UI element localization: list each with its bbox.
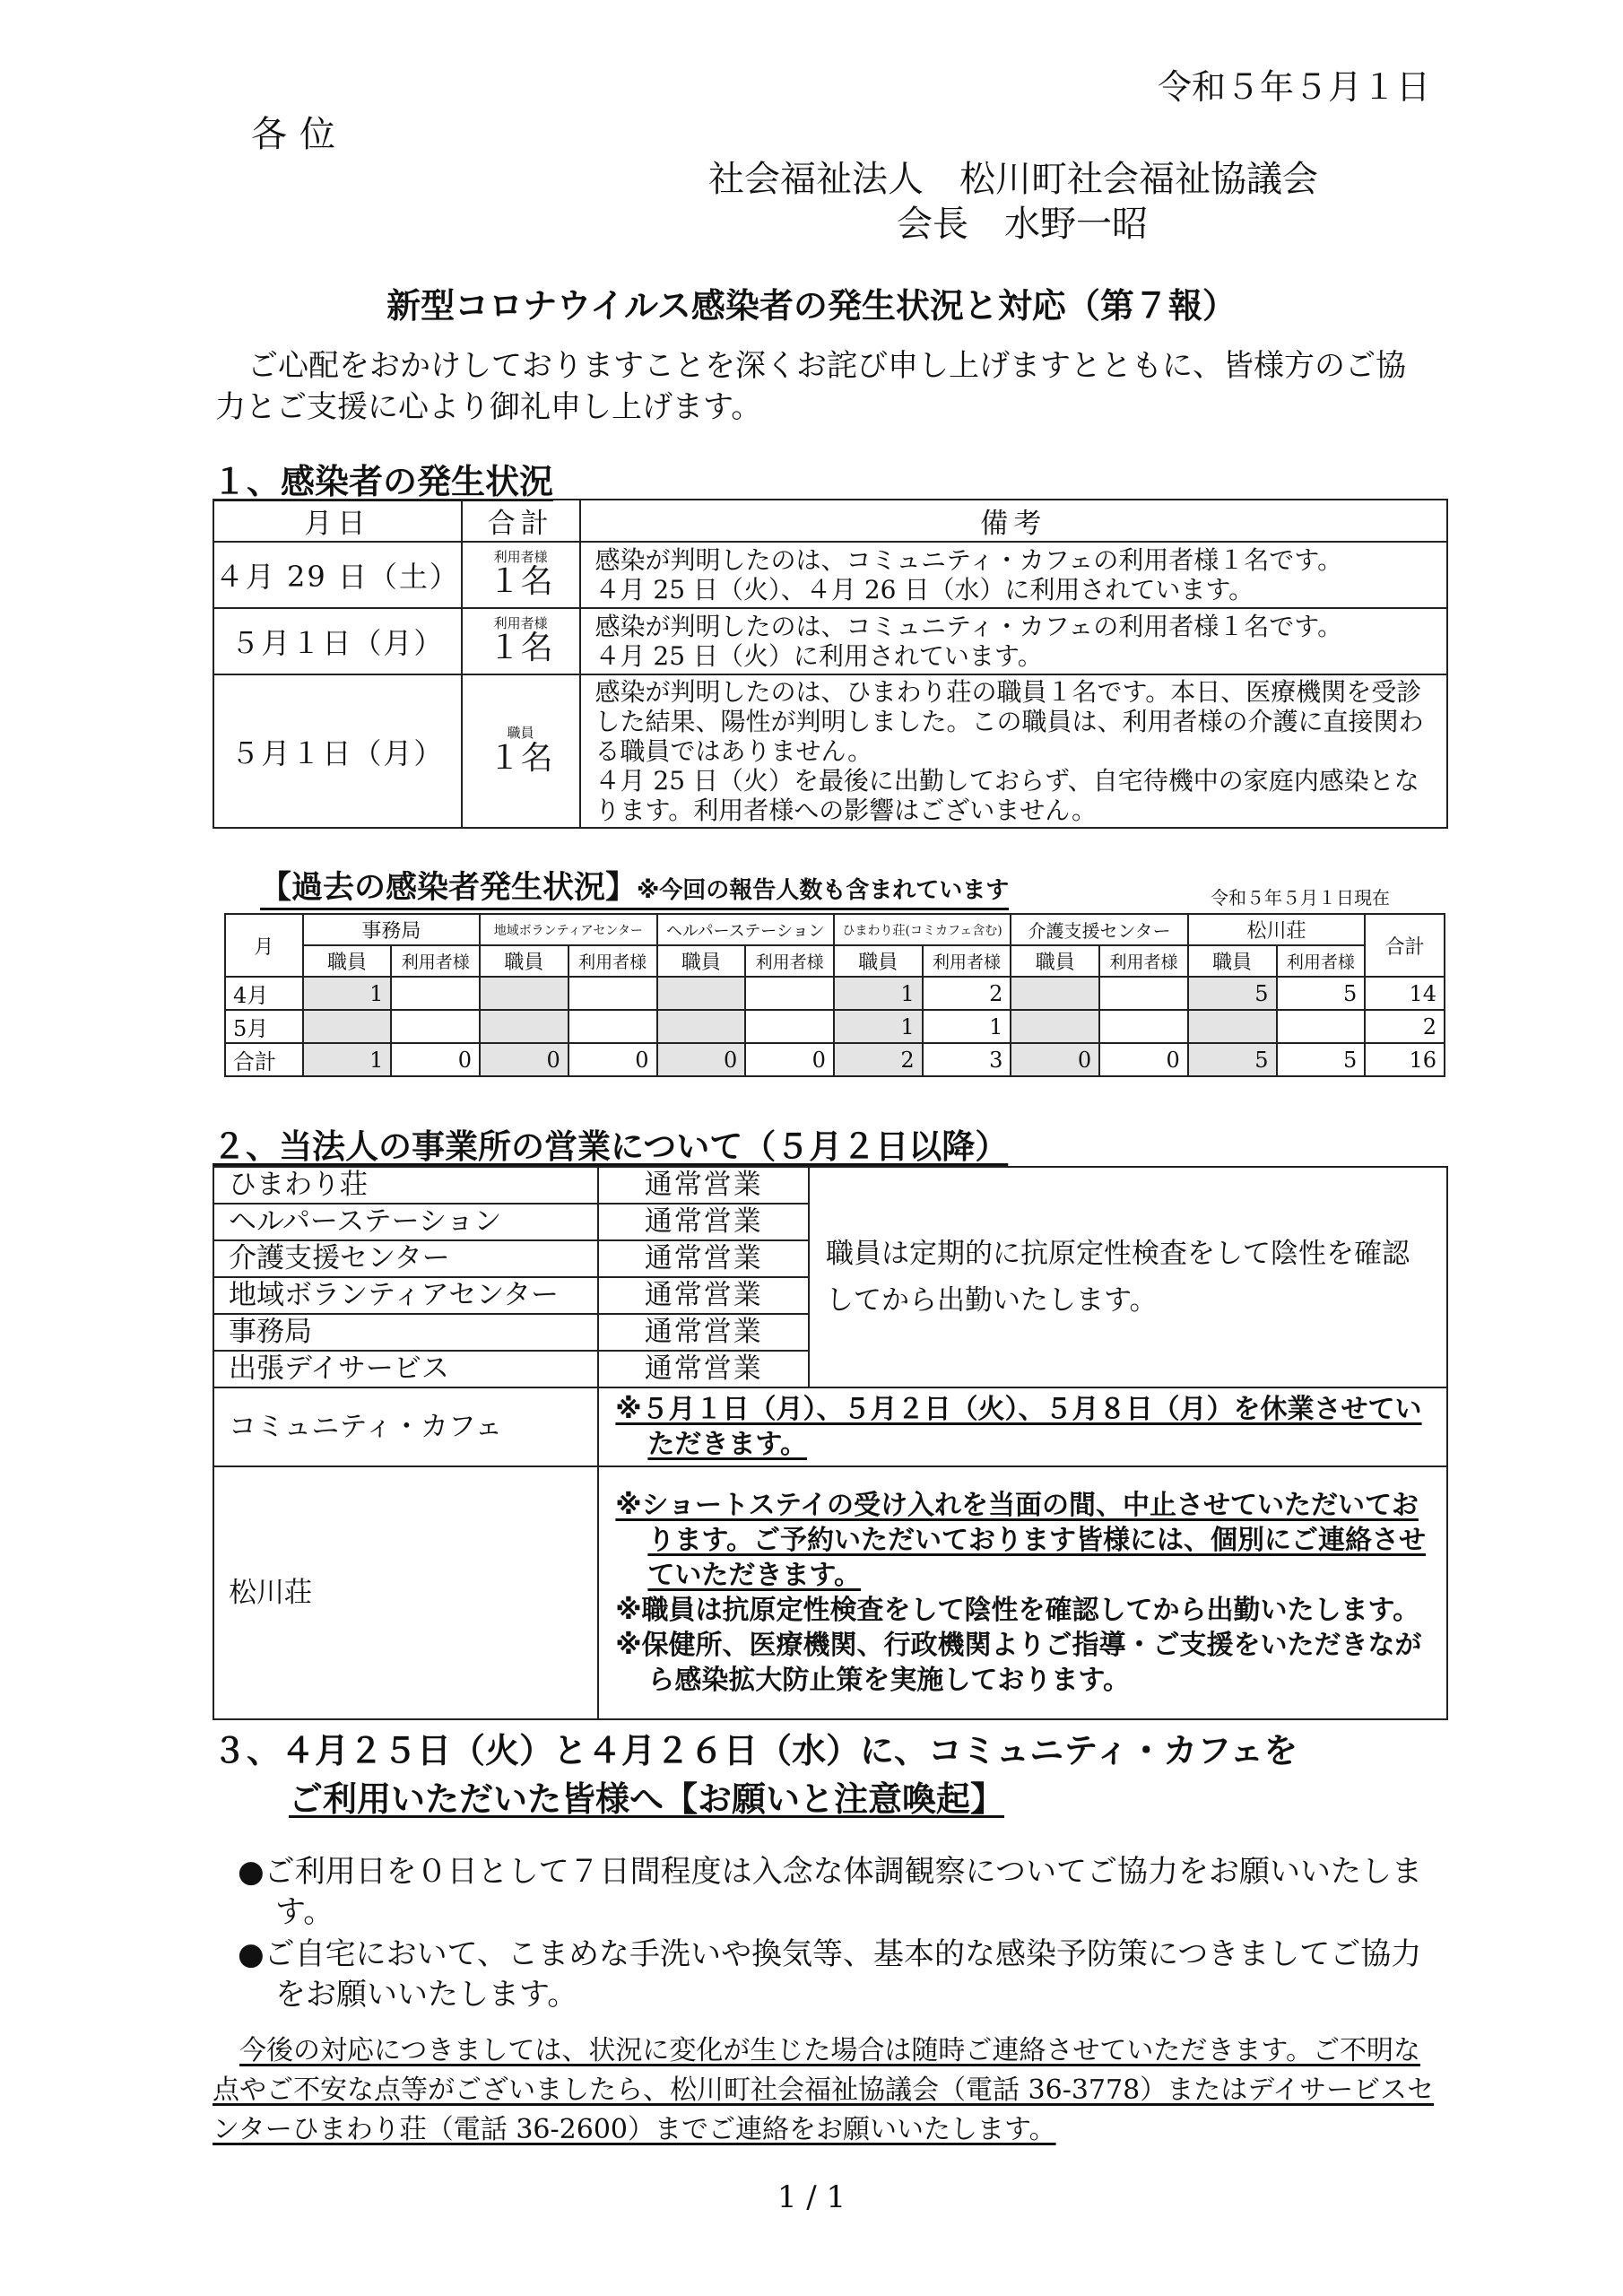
user-header: 利用者様 (568, 945, 657, 977)
note-line: 感染が判明したのは、コミュニティ・カフェの利用者様１名です。 (595, 612, 1343, 641)
cell: 1 (303, 1043, 392, 1076)
group-header: 事務局 (303, 914, 480, 945)
group-header: 松川荘 (1188, 914, 1365, 945)
as-of-date: 令和５年５月１日現在 (1211, 887, 1390, 909)
list-item: ●ご利用日を０日として７日間程度は入念な体調観察についてご協力をお願いいたします。 (238, 1854, 1422, 1930)
recipient: 各位 (251, 114, 348, 155)
row-date: ４月 29 日（土） (213, 542, 462, 608)
cell (391, 977, 480, 1010)
count-category: 職員 (507, 725, 534, 742)
table-row (213, 542, 1447, 608)
cell: 5 (1277, 1043, 1366, 1076)
cell (480, 1010, 568, 1043)
facility-name: 地域ボランティアセンター (213, 1277, 598, 1314)
table-row (225, 977, 1445, 1010)
cell (745, 1010, 834, 1043)
request-list (238, 1852, 1435, 2017)
facility-name: 松川荘 (213, 1466, 598, 1719)
facility-status: 通常営業 (598, 1351, 809, 1387)
user-header: 利用者様 (391, 945, 480, 977)
cell: 0 (657, 1043, 746, 1076)
cell: 1 (923, 1010, 1011, 1043)
facility-operations-table (213, 1166, 1448, 1720)
matsukawa-note: ※職員は抗原定性検査をして陰性を確認してから出勤いたします。 (615, 1595, 1420, 1626)
section3-heading-line: ３、４月２５日（火）と４月２６日（水）に、コミュニティ・カフェを (213, 1731, 1298, 1770)
cell (1277, 1010, 1366, 1043)
matsukawa-note: ※保健所、医療機関、行政機関よりご指導・ご支援をいただきながら感染拡大防止策を実施しております。 (615, 1630, 1422, 1696)
row-date: ５月１日（月） (213, 674, 462, 828)
past-heading-text: 【過去の感染者発生状況】 (260, 870, 638, 906)
cell (657, 1010, 746, 1043)
cell: 5 (1188, 1043, 1277, 1076)
cell: 5 (1188, 977, 1277, 1010)
row-total: 2 (1365, 1010, 1445, 1043)
cell (480, 977, 568, 1010)
note-line: ４月 25 日（火）、４月 26 日（水）に利用されています。 (595, 575, 1254, 604)
intro-paragraph: ご心配をおかけしておりますことを深くお詫び申し上げますとともに、皆様方のご協力とご支援に心より御礼申し上げます。 (215, 348, 1406, 425)
cell (1099, 977, 1188, 1010)
table-row (213, 674, 1447, 828)
facility-status: 通常営業 (598, 1314, 809, 1351)
row-count (462, 674, 580, 828)
cell (1099, 1010, 1188, 1043)
note-line: ４月 25 日（火）に利用されています。 (595, 641, 1043, 671)
cell: 1 (834, 977, 923, 1010)
cell: 1 (834, 1010, 923, 1043)
facility-status: 通常営業 (598, 1240, 809, 1277)
row-month: 4月 (225, 977, 303, 1010)
row-note (580, 542, 1448, 608)
row-total: 14 (1365, 977, 1445, 1010)
section3-heading-line: ご利用いただいた皆様へ【お願いと注意喚起】 (289, 1779, 1005, 1819)
list-item: ●ご自宅において、こまめな手洗いや換気等、基本的な感染予防策につきましてご協力をお願いいたします。 (238, 1936, 1422, 2013)
cell: 0 (1011, 1043, 1099, 1076)
cell (745, 977, 834, 1010)
group-header: ヘルパーステーション (657, 914, 834, 945)
facility-name: コミュニティ・カフェ (213, 1387, 598, 1466)
cafe-note (598, 1387, 1447, 1466)
closing-paragraph (213, 2031, 1435, 2150)
facility-name: 事務局 (213, 1314, 598, 1351)
cell: 3 (923, 1043, 1011, 1076)
document-title: 新型コロナウイルス感染者の発生状況と対応（第７報） (386, 286, 1237, 326)
count-value: １名 (488, 563, 553, 601)
row-date: ５月１日（月） (213, 608, 462, 674)
closing-text: 今後の対応につきましては、状況に変化が生じた場合は随時ご連絡させていただきます。ご不明な点やご不安な点等がございましたら、松川町社会福祉協議会（電話 36-3778）またはデイサービスセンターひまわり荘（電話 36-2600）までご連絡をお願いいたします。 (213, 2035, 1435, 2145)
staff-header: 職員 (657, 945, 746, 977)
infection-status-table (213, 499, 1448, 829)
user-header: 利用者様 (745, 945, 834, 977)
row-month: 5月 (225, 1010, 303, 1043)
group-header: 地域ボランティアセンター (480, 914, 656, 945)
cell (657, 977, 746, 1010)
cell (303, 1010, 392, 1043)
past-status-heading (260, 863, 1009, 910)
organization-name: 社会福祉法人 松川町社会福祉協議会 (708, 159, 1318, 200)
cell: 0 (745, 1043, 834, 1076)
cell: 1 (303, 977, 392, 1010)
past-heading-note: ※今回の報告人数も含まれています (637, 877, 1010, 904)
note-line: 感染が判明したのは、コミュニティ・カフェの利用者様１名です。 (595, 545, 1343, 575)
document-date: 令和５年５月１日 (1157, 67, 1430, 107)
row-note (580, 674, 1448, 828)
cell (391, 1010, 480, 1043)
row-count (462, 608, 580, 674)
row-month: 合計 (225, 1043, 303, 1076)
matsukawa-notes (598, 1466, 1447, 1719)
staff-header: 職員 (303, 945, 392, 977)
facility-name: 出張デイサービス (213, 1351, 598, 1387)
col-total: 合計 (462, 500, 580, 542)
page-number: 1 / 1 (777, 2179, 846, 2215)
staff-header: 職員 (480, 945, 568, 977)
group-header: ひまわり荘(コミカフェ含む) (834, 914, 1011, 945)
cafe-note-text: ※５月１日（月）、５月２日（火）、５月８日（月）を休業させていただきます。 (615, 1394, 1422, 1460)
staff-header: 職員 (1011, 945, 1099, 977)
cell: 2 (834, 1043, 923, 1076)
group-header: 介護支援センター (1011, 914, 1187, 945)
facility-name: 介護支援センター (213, 1240, 598, 1277)
cell (1188, 1010, 1277, 1043)
cell: 5 (1277, 977, 1366, 1010)
staff-header: 職員 (834, 945, 923, 977)
month-header: 月 (225, 914, 303, 977)
matsukawa-note: ※ショートステイの受け入れを当面の間、中止させていただいております。ご予約いただいております皆様には、個別にご連絡させていただきます。 (615, 1490, 1426, 1591)
count-category: 利用者様 (493, 548, 548, 565)
cell: 2 (923, 977, 1011, 1010)
cell: 0 (568, 1043, 657, 1076)
past-cases-table (224, 913, 1445, 1077)
section2-heading: ２、当法人の事業所の営業について（５月２日以降） (213, 1127, 1009, 1166)
cell (568, 977, 657, 1010)
total-header: 合計 (1365, 914, 1445, 977)
col-notes: 備考 (580, 500, 1448, 542)
count-value: １名 (488, 739, 553, 777)
section1-heading: １、感染者の発生状況 (213, 462, 554, 501)
col-date: 月日 (213, 500, 462, 542)
row-count (462, 542, 580, 608)
user-header: 利用者様 (923, 945, 1011, 977)
cell (1011, 977, 1099, 1010)
note-line: ４月 25 日（火）を最後に出勤しておらず、自宅待機中の家庭内感染となります。利用者様への影響はございません。 (595, 766, 1419, 825)
table-row (225, 1010, 1445, 1043)
cell: 0 (391, 1043, 480, 1076)
president-name: 会長 水野一昭 (897, 204, 1148, 245)
common-note: 職員は定期的に抗原定性検査をして陰性を確認してから出勤いたします。 (809, 1167, 1447, 1387)
row-total: 16 (1365, 1043, 1445, 1076)
user-header: 利用者様 (1099, 945, 1188, 977)
count-value: １名 (488, 630, 553, 667)
count-category: 利用者様 (493, 614, 548, 631)
cell (568, 1010, 657, 1043)
section3-heading (213, 1726, 1459, 1823)
note-line: 感染が判明したのは、ひまわり荘の職員１名です。本日、医療機関を受診した結果、陽性が判明しました。この職員は、利用者様の介護に直接関わる職員ではありません。 (595, 677, 1424, 766)
facility-status: 通常営業 (598, 1204, 809, 1240)
row-note (580, 608, 1448, 674)
user-header: 利用者様 (1277, 945, 1366, 977)
facility-name: ヘルパーステーション (213, 1204, 598, 1240)
table-row (213, 608, 1447, 674)
cell (1011, 1010, 1099, 1043)
facility-name: ひまわり荘 (213, 1167, 598, 1204)
cell: 0 (1099, 1043, 1188, 1076)
facility-status: 通常営業 (598, 1167, 809, 1204)
facility-status: 通常営業 (598, 1277, 809, 1314)
table-row (225, 1043, 1445, 1076)
staff-header: 職員 (1188, 945, 1277, 977)
cell: 0 (480, 1043, 568, 1076)
